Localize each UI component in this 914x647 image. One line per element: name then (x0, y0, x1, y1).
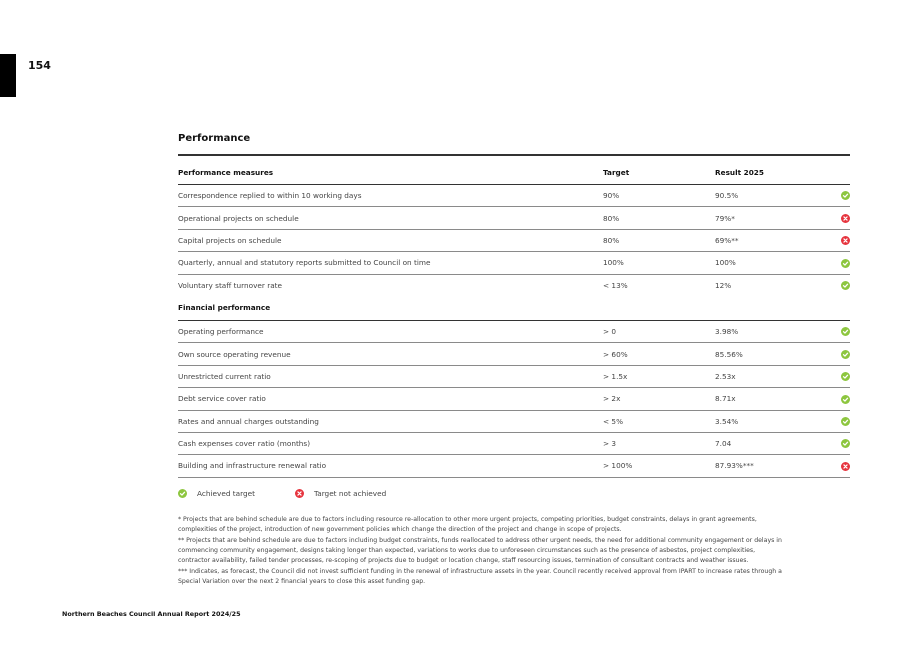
table-row (178, 207, 850, 229)
table-row (178, 365, 850, 387)
result-cell: 8.71x (715, 388, 835, 410)
table-header-row (178, 160, 850, 185)
result-cell: 3.98% (715, 320, 835, 342)
result-cell: 87.93%*** (715, 455, 835, 477)
result-cell: 100% (715, 252, 835, 274)
target-cell: > 1.5x (603, 365, 715, 387)
check-circle-icon (841, 191, 850, 200)
check-circle-icon (178, 489, 187, 498)
check-circle-icon (841, 281, 850, 290)
page-number: 154 (28, 59, 51, 72)
result-cell: 90.5% (715, 185, 835, 207)
status-cell (835, 365, 850, 387)
target-cell: > 2x (603, 388, 715, 410)
result-cell: 85.56% (715, 343, 835, 365)
header-measure: Performance measures (178, 160, 603, 185)
target-cell: 80% (603, 207, 715, 229)
cross-circle-icon (295, 489, 304, 498)
target-cell: < 5% (603, 410, 715, 432)
status-cell (835, 320, 850, 342)
measure-cell: Rates and annual charges outstanding (178, 410, 603, 432)
table-row (178, 320, 850, 342)
cross-circle-icon (841, 236, 850, 245)
financial-performance-heading: Financial performance (178, 296, 850, 321)
legend-achieved-label: Achieved target (197, 489, 255, 498)
target-cell: > 60% (603, 343, 715, 365)
header-result: Result 2025 (715, 160, 835, 185)
measure-cell: Debt service cover ratio (178, 388, 603, 410)
measure-cell: Cash expenses cover ratio (months) (178, 432, 603, 454)
result-cell: 79%* (715, 207, 835, 229)
status-cell (835, 343, 850, 365)
header-target: Target (603, 160, 715, 185)
status-cell (835, 229, 850, 251)
status-cell (835, 207, 850, 229)
target-cell: 100% (603, 252, 715, 274)
measure-cell: Voluntary staff turnover rate (178, 280, 283, 290)
cross-circle-icon (841, 462, 850, 471)
measure-cell: Operational projects on schedule (178, 207, 603, 229)
check-circle-icon (841, 395, 850, 404)
table-row (178, 343, 850, 365)
check-circle-icon (841, 439, 850, 448)
table-row (178, 455, 850, 477)
target-cell: > 0 (603, 320, 715, 342)
status-cell (835, 185, 850, 207)
measure-cell: Own source operating revenue (178, 343, 603, 365)
target-cell: < 13% (603, 280, 628, 290)
status-cell (835, 274, 850, 296)
table-row (178, 432, 850, 454)
title-divider (178, 154, 850, 156)
result-cell: 3.54% (715, 410, 835, 432)
section-title: Performance (178, 133, 251, 144)
target-cell: > 3 (603, 432, 715, 454)
financial-performance-header-row (178, 296, 850, 321)
measure-cell: Correspondence replied to within 10 working days (178, 185, 603, 207)
footnote-1: * Projects that are behind schedule are due to factors including resource re-allocation to other more urgent projects, competing priorities, budget constraints, delays in grant agreements, complexities of the project, introduction of new government policies which change the direction of the project and change in scope of projects. (178, 516, 757, 533)
measure-cell: Quarterly, annual and statutory reports submitted to Council on time (178, 252, 603, 274)
footnote-3: *** Indicates, as forecast, the Council did not invest sufficient funding in the renewal of infrastructure assets in the year. Council recently received approval from IPART to increase rates through a Special Variation over the next 2 financial years to close this asset funding gap. (178, 568, 782, 585)
check-circle-icon (841, 327, 850, 336)
target-cell: 80% (603, 229, 715, 251)
table-row (178, 252, 850, 274)
check-circle-icon (841, 417, 850, 426)
footnotes (178, 515, 783, 588)
check-circle-icon (841, 350, 850, 359)
result-cell: 69%** (715, 229, 835, 251)
table-row (178, 388, 850, 410)
cross-circle-icon (841, 214, 850, 223)
result-cell: 7.04 (715, 432, 835, 454)
measure-cell: Capital projects on schedule (178, 229, 603, 251)
check-circle-icon (841, 259, 850, 268)
legend-not-achieved (295, 489, 386, 498)
check-circle-icon (841, 372, 850, 381)
status-cell (835, 388, 850, 410)
measure-cell: Operating performance (178, 320, 603, 342)
measure-cell: Unrestricted current ratio (178, 365, 603, 387)
footnote-2: ** Projects that are behind schedule are due to factors including budget constraints, funds reallocated to address other urgent needs, the need for additional community engagement or delays in commencing community engagement, designs taking longer than expected, variations to works due to unforeseen circumstances such as the presence of asbestos, project complexities, contractor availability, failed tender processes, re-scoping of projects due to budget or location change, staff resourcing issues, termination of consultant contracts and weather issues. (178, 537, 782, 564)
status-cell (835, 410, 850, 432)
status-cell (835, 252, 850, 274)
legend (178, 489, 426, 498)
performance-table (178, 160, 850, 478)
legend-not-achieved-label: Target not achieved (313, 489, 387, 498)
page-tab-marker (0, 54, 16, 97)
table-row (178, 185, 850, 207)
table-row (178, 229, 850, 251)
table-row (178, 410, 850, 432)
result-cell: 12% (715, 280, 732, 290)
status-cell (835, 455, 850, 477)
target-cell: > 100% (603, 455, 715, 477)
legend-achieved (178, 489, 255, 498)
measure-cell: Building and infrastructure renewal ratio (178, 455, 603, 477)
result-cell: 2.53x (715, 365, 835, 387)
status-cell (835, 432, 850, 454)
table-row (178, 274, 850, 296)
page-footer: Northern Beaches Council Annual Report 2024/25 (62, 610, 241, 618)
target-cell: 90% (603, 185, 715, 207)
